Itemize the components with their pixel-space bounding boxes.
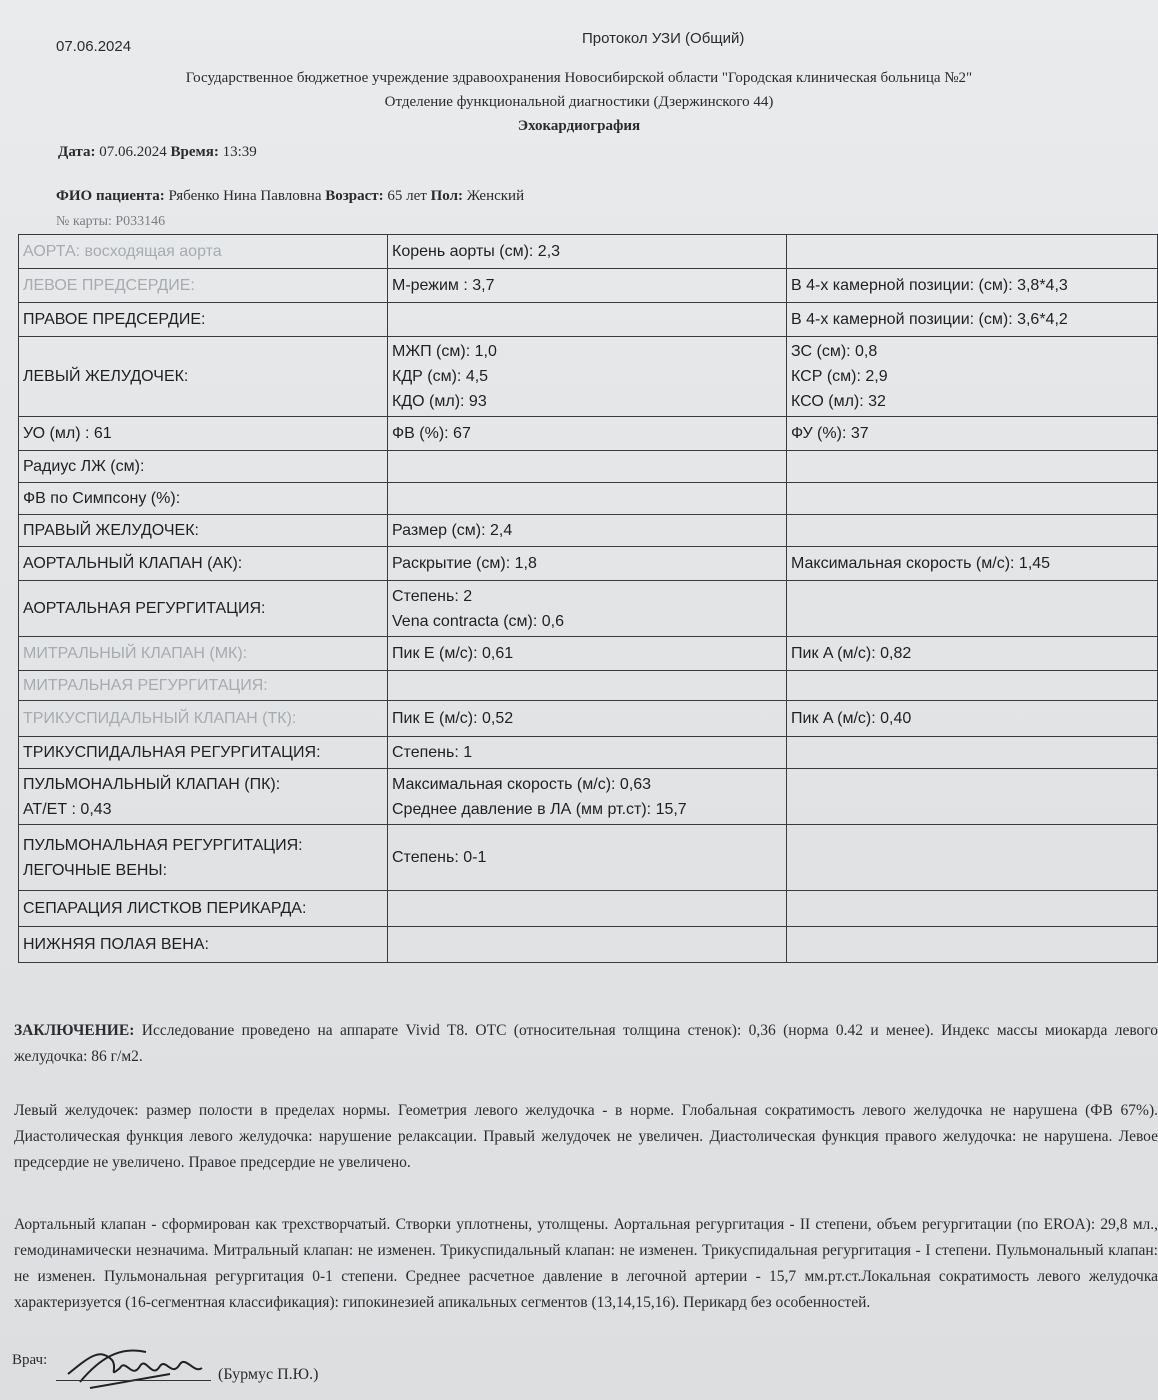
cell-value: Корень аорты (см): 2,3: [392, 243, 561, 260]
cell-value: ФВ (%): 67: [392, 425, 471, 442]
cell-value: ЗС (см): 0,8: [791, 343, 878, 360]
table-row: [19, 891, 1158, 927]
cell-value: МЖП (см): 1,0: [392, 343, 497, 360]
table-row: [19, 769, 1158, 825]
extra-value-cell: [787, 515, 1158, 547]
cell-value: КДР (см): 4,5: [392, 368, 489, 385]
extra-value-cell: [787, 671, 1158, 701]
row-label: ЛЕВОЕ ПРЕДСЕРДИЕ:: [23, 277, 195, 294]
value-cell: [388, 483, 787, 515]
value-cell: [388, 235, 787, 269]
date-label: Дата:: [58, 144, 96, 160]
row-label: ТРИКУСПИДАЛЬНЫЙ КЛАПАН (ТК):: [23, 710, 297, 727]
row-label: АОРТА: восходящая аорта: [23, 243, 222, 260]
row-label-cell: [19, 547, 388, 581]
conclusion-text-1: Исследование проведено на аппарате Vivid T8. ОТС (относительная толщина стенок): 0,36 (норма 0.42 и менее). Индекс массы миокарда левого желудочка: 86 г/м2.: [14, 1022, 1158, 1065]
row-label: ФВ по Симпсону (%):: [23, 490, 181, 507]
row-label-cell: [19, 701, 388, 737]
doctor-name: (Бурмус П.Ю.): [218, 1366, 319, 1383]
row-label-cell: [19, 825, 388, 891]
value-cell: [388, 303, 787, 337]
table-row: [19, 547, 1158, 581]
row-label: ПРАВЫЙ ЖЕЛУДОЧЕК:: [23, 522, 199, 539]
signature-line: [56, 1380, 211, 1381]
extra-value-cell: [787, 891, 1158, 927]
extra-value-cell: [787, 417, 1158, 451]
row-label: ПУЛЬМОНАЛЬНАЯ РЕГУРГИТАЦИЯ: ЛЕГОЧНЫЕ ВЕНЫ:: [23, 836, 303, 879]
row-label-cell: [19, 417, 388, 451]
row-label: ПУЛЬМОНАЛЬНЫЙ КЛАПАН (ПК): АТ/ЕТ : 0,43: [23, 775, 281, 818]
cell-value: КСР (см): 2,9: [791, 368, 888, 385]
row-label-cell: [19, 303, 388, 337]
row-label-cell: [19, 269, 388, 303]
value-cell: [388, 825, 787, 891]
row-label-cell: [19, 515, 388, 547]
extra-value-cell: [787, 269, 1158, 303]
patient-age: 65 лет: [387, 188, 427, 204]
extra-value-cell: [787, 451, 1158, 483]
cell-value: КСО (мл): 32: [791, 393, 886, 410]
time-label: Время:: [170, 144, 219, 160]
row-label-cell: [19, 337, 388, 417]
cell-value: Максимальная скорость (м/с): 1,45: [791, 555, 1051, 572]
value-cell: [388, 269, 787, 303]
visit-date: 07.06.2024: [99, 144, 167, 160]
measurements-table: [18, 234, 1158, 963]
row-label-cell: [19, 737, 388, 769]
extra-value-cell: [787, 769, 1158, 825]
value-cell: [388, 671, 787, 701]
cell-value: Размер (см): 2,4: [392, 522, 513, 539]
table-row: [19, 515, 1158, 547]
table-row: [19, 825, 1158, 891]
value-cell: [388, 515, 787, 547]
conclusion-label: ЗАКЛЮЧЕНИЕ:: [14, 1022, 135, 1039]
value-cell: [388, 637, 787, 671]
table-row: [19, 671, 1158, 701]
extra-value-cell: [787, 235, 1158, 269]
table-row: [19, 483, 1158, 515]
row-label-cell: [19, 581, 388, 637]
visit-time: 13:39: [222, 144, 257, 160]
exam-name: Эхокардиография: [517, 118, 641, 134]
patient-age-label: Возраст:: [325, 188, 384, 204]
row-label-cell: [19, 637, 388, 671]
row-label-cell: [19, 451, 388, 483]
cell-value: Пик A (м/с): 0,40: [791, 710, 912, 727]
conclusion-paragraph-2: Левый желудочек: размер полости в пределах нормы. Геометрия левого желудочка - в норме. Глобальная сократимость левого желудочка не нарушена (ФВ 67%). Диастолическая функция левого желудочка: нарушение релаксации. Правый желудочек не увеличен. Диастолическая функция правого желудочка: не нарушена. Левое предсердие не увеличено. Правое предсердие не увеличено.: [14, 1102, 1158, 1171]
patient-sex-label: Пол:: [430, 188, 463, 204]
extra-value-cell: [787, 581, 1158, 637]
value-cell: [388, 891, 787, 927]
table-row: [19, 269, 1158, 303]
patient-sex: Женский: [466, 188, 525, 204]
cell-value: Степень: 1: [392, 744, 473, 761]
row-label-cell: [19, 235, 388, 269]
table-row: [19, 417, 1158, 451]
row-label: ТРИКУСПИДАЛЬНАЯ РЕГУРГИТАЦИЯ:: [23, 744, 321, 761]
extra-value-cell: [787, 303, 1158, 337]
row-label: УО (мл) : 61: [23, 425, 112, 442]
cell-value: Пик E (м/с): 0,61: [392, 645, 514, 662]
row-label: НИЖНЯЯ ПОЛАЯ ВЕНА:: [23, 936, 209, 953]
extra-value-cell: [787, 927, 1158, 963]
card-value: P033146: [115, 214, 166, 229]
cell-value: Vena contracta (см): 0,6: [392, 612, 564, 630]
patient-name: Рябенко Нина Павловна: [168, 188, 322, 204]
row-label: МИТРАЛЬНАЯ РЕГУРГИТАЦИЯ:: [23, 677, 268, 694]
value-cell: [388, 701, 787, 737]
table-row: [19, 701, 1158, 737]
table-row: [19, 927, 1158, 963]
value-cell: [388, 769, 787, 825]
value-cell: [388, 417, 787, 451]
table-row: [19, 581, 1158, 637]
extra-value-cell: [787, 737, 1158, 769]
value-cell: [388, 451, 787, 483]
value-cell: [388, 581, 787, 637]
institution-name: Государственное бюджетное учреждение здравоохранения Новосибирской области "Городская клиническая больница №2": [185, 70, 973, 86]
cell-value: В 4-х камерной позиции: (см): 3,8*4,3: [791, 277, 1068, 294]
doctor-label: Врач:: [12, 1352, 48, 1368]
row-label: АОРТАЛЬНАЯ РЕГУРГИТАЦИЯ:: [23, 600, 266, 617]
cell-value: Степень: 2: [392, 587, 473, 605]
row-label-cell: [19, 927, 388, 963]
extra-value-cell: [787, 701, 1158, 737]
row-label-cell: [19, 769, 388, 825]
row-label: СЕПАРАЦИЯ ЛИСТКОВ ПЕРИКАРДА:: [23, 900, 307, 917]
conclusion-paragraph-3: Аортальный клапан - сформирован как трехстворчатый. Створки уплотнены, утолщены. Аортальная регургитация - II степени, объем регургитации (по EROA): 29,8 мл., гемодинамически незначима. Митральный клапан: не изменен. Трикуспидальный клапан: не изменен. Трикуспидальная регургитация - I степени. Пульмональный клапан: не изменен. Пульмональная регургитация 0-1 степени. Среднее расчетное давление в легочной артерии - 15,7 мм.рт.ст.Локальная сократимость левого желудочка характеризуется (16-сегментная классификация): гипокинезией апикальных сегментов (13,14,15,16). Перикард без особенностей.: [14, 1216, 1158, 1311]
patient-name-label: ФИО пациента:: [56, 188, 165, 204]
extra-value-cell: [787, 547, 1158, 581]
cell-value: ФУ (%): 37: [791, 425, 869, 442]
row-label-cell: [19, 483, 388, 515]
value-cell: [388, 927, 787, 963]
row-label: МИТРАЛЬНЫЙ КЛАПАН (МК):: [23, 645, 248, 662]
extra-value-cell: [787, 637, 1158, 671]
cell-value: КДО (мл): 93: [392, 393, 487, 410]
cell-value: В 4-х камерной позиции: (см): 3,6*4,2: [791, 311, 1068, 328]
table-row: [19, 637, 1158, 671]
cell-value: Пик A (м/с): 0,82: [791, 645, 912, 662]
extra-value-cell: [787, 825, 1158, 891]
cell-value: Пик E (м/с): 0,52: [392, 710, 514, 727]
extra-value-cell: [787, 337, 1158, 417]
row-label-cell: [19, 671, 388, 701]
row-label: ЛЕВЫЙ ЖЕЛУДОЧЕК:: [23, 368, 189, 385]
conclusion-paragraph-1: [14, 1018, 1158, 1070]
cell-value: Степень: 0-1: [392, 849, 487, 866]
table-row: [19, 737, 1158, 769]
card-number: [56, 214, 165, 230]
cell-value: М-режим : 3,7: [392, 277, 495, 294]
table-row: [19, 235, 1158, 269]
table-row: [19, 303, 1158, 337]
row-label: Радиус ЛЖ (см):: [23, 458, 145, 475]
department-name: Отделение функциональной диагностики (Дзержинского 44): [384, 94, 774, 110]
row-label-cell: [19, 891, 388, 927]
row-label: ПРАВОЕ ПРЕДСЕРДИЕ:: [23, 311, 206, 328]
extra-value-cell: [787, 483, 1158, 515]
card-label: № карты:: [56, 214, 112, 229]
cell-value: Среднее давление в ЛА (мм рт.ст): 15,7: [392, 800, 687, 818]
table-row: [19, 337, 1158, 417]
value-cell: [388, 547, 787, 581]
patient-info: [56, 188, 524, 205]
cell-value: Максимальная скорость (м/с): 0,63: [392, 775, 652, 793]
visit-datetime: [58, 144, 257, 161]
row-label: АОРТАЛЬНЫЙ КЛАПАН (АК):: [23, 555, 243, 572]
signature-icon: [60, 1338, 210, 1398]
value-cell: [388, 737, 787, 769]
cell-value: Раскрытие (см): 1,8: [392, 555, 537, 572]
header-date: 07.06.2024: [56, 38, 132, 55]
value-cell: [388, 337, 787, 417]
protocol-title: Протокол УЗИ (Общий): [582, 30, 745, 47]
table-row: [19, 451, 1158, 483]
